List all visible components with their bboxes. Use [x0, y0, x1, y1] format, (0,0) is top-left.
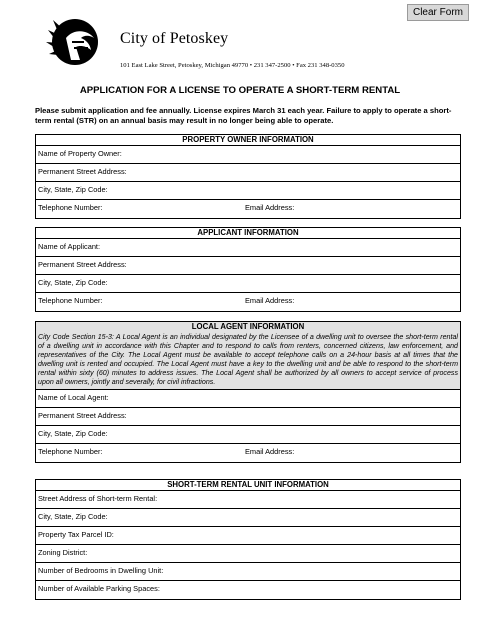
agent-name-label: Name of Local Agent:: [38, 392, 109, 402]
owner-street-field[interactable]: [36, 164, 460, 182]
local-agent-description: City Code Section 15-3: A Local Agent is an individual designated by the Licensee of a dwelling unit to oversee the short-term rental of a dwelling unit in accordance with this Chapter and to respond to calls from renters, concerned citizens, law enforcement, and representatives of the City. The Local Agent must be available to accept telephone calls on a 24-hour basis at all times that the dwelling unit is rented and occupied. The Local Agent must have a key to the dwelling unit and be able to respond to the short-term rental within sixty (60) minutes to address issues. The Local Agent shall be authorized by all owners to accept service of process upon all owners, jointly and severally, for civil infractions.: [36, 332, 460, 390]
applicant-name-label: Name of Applicant:: [38, 242, 101, 251]
agent-csz-label: City, State, Zip Code:: [38, 428, 108, 438]
agent-csz-field[interactable]: [36, 426, 460, 444]
owner-name-field[interactable]: [36, 146, 460, 164]
page-title: APPLICATION FOR A LICENSE TO OPERATE A SHORT-TERM RENTAL: [79, 85, 401, 96]
property-owner-section: [35, 134, 461, 219]
applicant-email-label: Email Address:: [245, 296, 295, 305]
agent-name-field[interactable]: [36, 390, 460, 408]
agent-contact-field[interactable]: [36, 444, 460, 462]
rental-csz-label: City, State, Zip Code:: [38, 512, 108, 521]
agent-street-field[interactable]: [36, 408, 460, 426]
intro-text: Please submit application and fee annually. License expires March 31 each year. Failure to apply to operate a short-term rental (STR) on an annual basis may result in no longer being able to operate.: [35, 106, 452, 125]
applicant-csz-field[interactable]: [36, 275, 460, 293]
rental-parcel-label: Property Tax Parcel ID:: [38, 530, 114, 539]
applicant-section: [35, 227, 461, 312]
owner-contact-field[interactable]: [36, 200, 460, 218]
agent-email-label: Email Address:: [245, 446, 295, 456]
rental-parking-field[interactable]: [36, 581, 460, 599]
owner-csz-field[interactable]: [36, 182, 460, 200]
local-agent-header: LOCAL AGENT INFORMATION: [36, 322, 460, 332]
rental-unit-header: SHORT-TERM RENTAL UNIT INFORMATION: [36, 480, 460, 491]
applicant-csz-label: City, State, Zip Code:: [38, 278, 108, 287]
rental-zoning-label: Zoning District:: [38, 548, 88, 557]
rental-parking-label: Number of Available Parking Spaces:: [38, 584, 160, 593]
rental-csz-field[interactable]: [36, 509, 460, 527]
rental-bedrooms-label: Number of Bedrooms in Dwelling Unit:: [38, 566, 164, 575]
local-agent-section: [35, 321, 461, 463]
applicant-contact-field[interactable]: [36, 293, 460, 311]
applicant-phone-label: Telephone Number:: [38, 296, 103, 305]
city-address: 101 East Lake Street, Petoskey, Michigan 49770 • 231 347-2500 • Fax 231 348-0350: [120, 62, 345, 69]
rental-zoning-field[interactable]: [36, 545, 460, 563]
rental-parcel-field[interactable]: [36, 527, 460, 545]
agent-phone-label: Telephone Number:: [38, 446, 103, 456]
owner-email-label: Email Address:: [245, 203, 295, 212]
property-owner-header: PROPERTY OWNER INFORMATION: [36, 135, 460, 146]
rental-street-field[interactable]: [36, 491, 460, 509]
rental-unit-section: [35, 479, 461, 600]
applicant-name-field[interactable]: [36, 239, 460, 257]
applicant-header: APPLICANT INFORMATION: [36, 228, 460, 239]
applicant-street-label: Permanent Street Address:: [38, 260, 127, 269]
rental-bedrooms-field[interactable]: [36, 563, 460, 581]
owner-csz-label: City, State, Zip Code:: [38, 185, 108, 194]
city-name: City of Petoskey: [120, 30, 229, 47]
owner-phone-label: Telephone Number:: [38, 203, 103, 212]
rental-street-label: Street Address of Short-term Rental:: [38, 494, 158, 503]
clear-form-button[interactable]: Clear Form: [407, 4, 469, 21]
city-logo-icon: [44, 16, 112, 68]
agent-street-label: Permanent Street Address:: [38, 410, 127, 420]
owner-name-label: Name of Property Owner:: [38, 149, 122, 158]
applicant-street-field[interactable]: [36, 257, 460, 275]
owner-street-label: Permanent Street Address:: [38, 167, 127, 176]
